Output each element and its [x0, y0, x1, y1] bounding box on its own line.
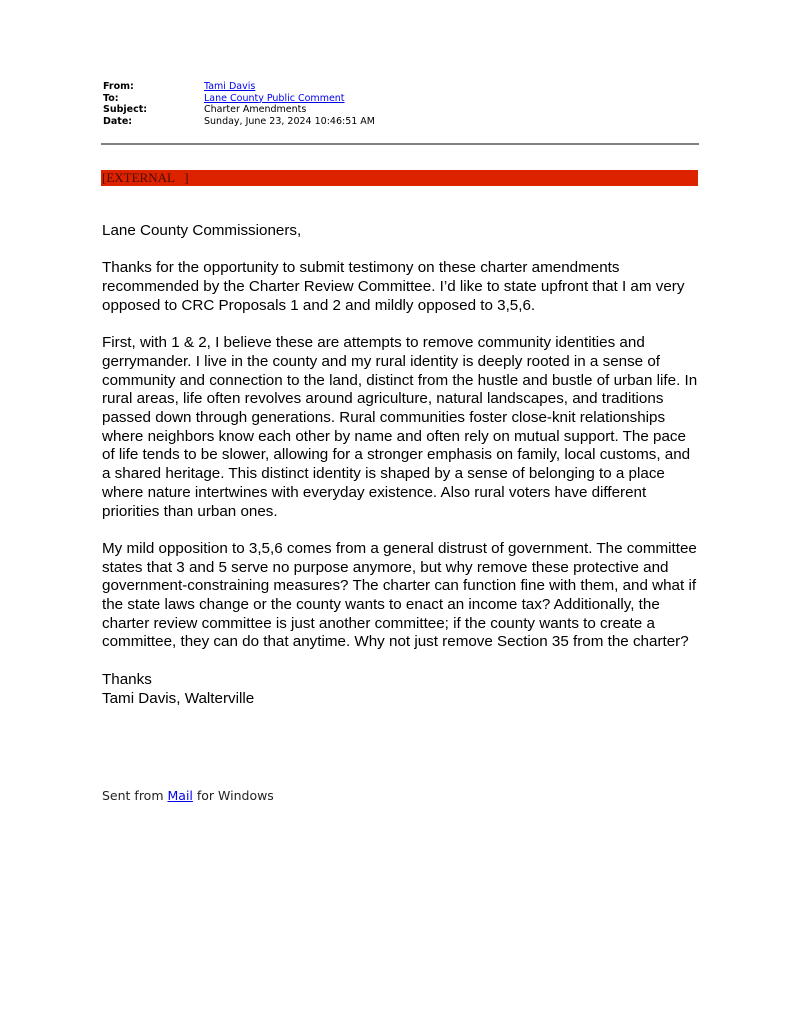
closing: Thanks	[102, 670, 152, 688]
mail-link[interactable]: Mail	[167, 788, 193, 803]
greeting: Lane County Commissioners,	[102, 222, 302, 239]
from-link[interactable]: Tami Davis	[204, 81, 256, 92]
to-row	[103, 93, 375, 105]
subject-label: Subject:	[103, 104, 148, 115]
external-warning-banner: [EXTERNAL ]	[101, 170, 698, 186]
sent-from-suffix: for Windows	[192, 788, 274, 803]
sent-from-footer	[102, 788, 274, 803]
date-label: Date:	[103, 115, 133, 127]
email-header	[103, 81, 375, 127]
subject-row	[103, 104, 375, 116]
body-paragraph: Thanks for the opportunity to submit testimony on these charter amendments recommended by the Charter Review Committee. I’d like to state upfront that I am very opposed to CRC Proposals 1 and 2 and mildly opposed to 3,5,6.	[102, 259, 685, 314]
body-paragraph: My mild opposition to 3,5,6 comes from a general distrust of government. The committee states that 3 and 5 serve no purpose anymore, but why remove these protective and government-constraining measures? The charter can function fine with them, and what if the state laws change or the county wants to enact an income tax? Additionally, the charter review committee is just another committee; if the county wants to create a committee, they can do that anytime. Why not just remove Section 35 from the charter?	[102, 539, 697, 651]
signature: Tami Davis, Walterville	[102, 689, 255, 707]
signature-block	[102, 671, 702, 708]
to-link[interactable]: Lane County Public Comment	[204, 92, 345, 104]
sent-from-prefix: Sent from	[102, 788, 168, 803]
from-row	[103, 81, 375, 93]
email-body	[102, 222, 702, 708]
from-label: From:	[103, 81, 134, 92]
date-row	[103, 116, 375, 128]
date-value: Sunday, June 23, 2024 10:46:51 AM	[204, 115, 375, 127]
body-paragraph: First, with 1 & 2, I believe these are attempts to remove community identities and gerrymander. I live in the county and my rural identity is deeply rooted in a sense of community and connection to the land, distinct from the hustle and bustle of urban life. In rural areas, life often revolves around agriculture, natural landscapes, and traditions passed down through generations. Rural communities foster close-knit relationships where neighbors know each other by name and often rely on mutual support. The pace of life tends to be slower, allowing for a stronger emphasis on family, local customs, and a shared heritage. This distinct identity is shaped by a sense of belonging to a place where nature intertwines with everyday existence. Also rural voters have different priorities than urban ones.	[102, 334, 698, 520]
header-divider	[101, 143, 699, 145]
to-label: To:	[103, 92, 119, 104]
subject-value: Charter Amendments	[204, 104, 307, 115]
